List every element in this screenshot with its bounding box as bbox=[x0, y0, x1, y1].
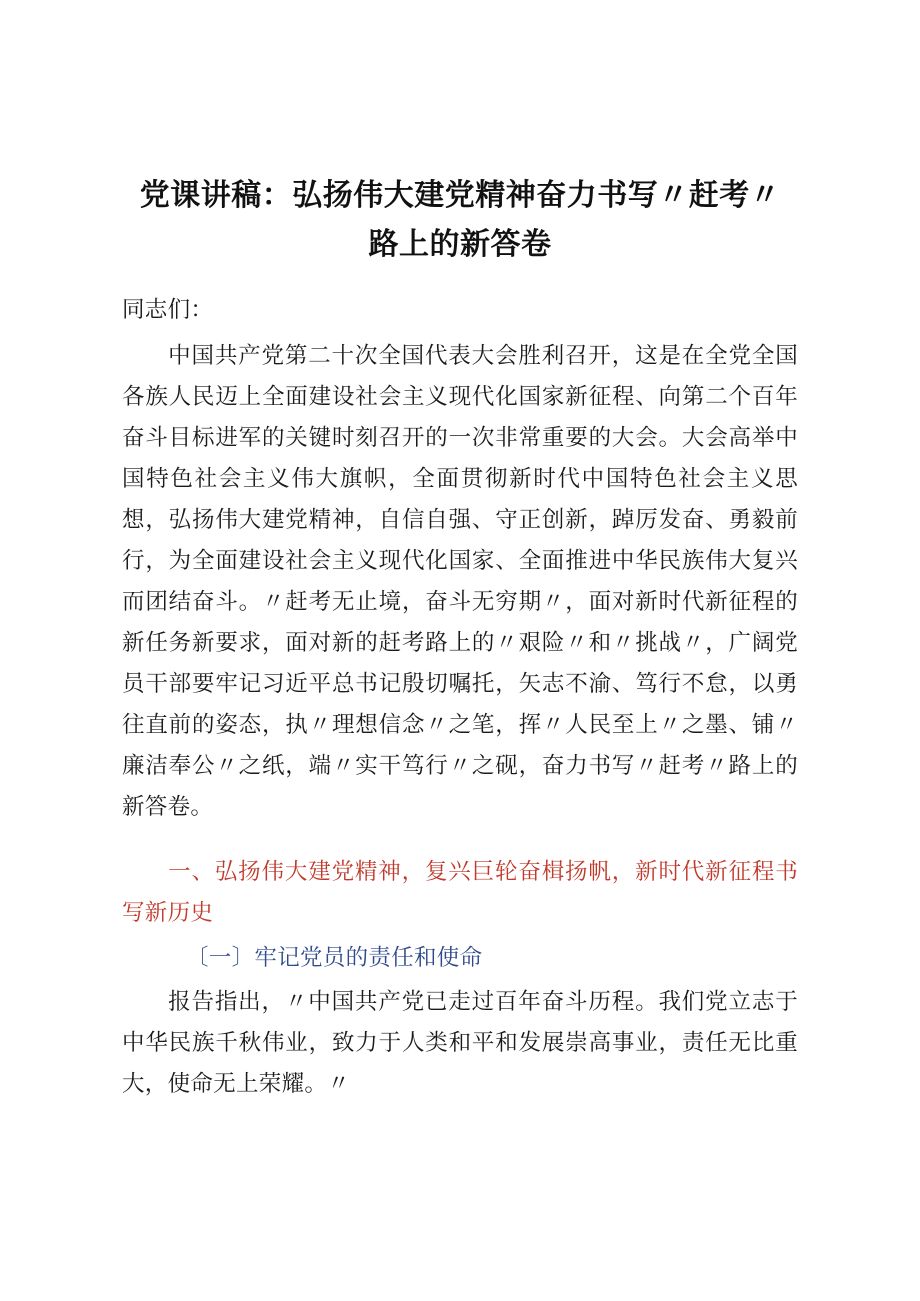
subsection-heading-1: 〔一〕牢记党员的责任和使命 bbox=[186, 945, 483, 971]
greeting: 同志们： bbox=[122, 297, 214, 323]
paragraph-report: 报告指出，〃中国共产党已走过百年奋斗历程。我们党立志于中华民族千秋伟业，致力于人类和平和发展崇高事业，责任无比重大，使命无上荣耀。〃 bbox=[122, 989, 798, 1097]
document-title-line1: 党课讲稿：弘扬伟大建党精神奋力书写〃赶考〃 bbox=[139, 178, 781, 213]
document-title-line2: 路上的新答卷 bbox=[368, 227, 552, 262]
section-heading-1: 一、弘扬伟大建党精神，复兴巨轮奋楫扬帆，新时代新征程书写新历史 bbox=[122, 859, 798, 926]
paragraph-intro: 中国共产党第二十次全国代表大会胜利召开，这是在全党全国各族人民迈上全面建设社会主义现代化国家新征程、向第二个百年奋斗目标进军的关键时刻召开的一次非常重要的大会。大会高举中国特色社会主义伟大旗帜，全面贯彻新时代中国特色社会主义思想，弘扬伟大建党精神，自信自强、守正创新，踔厉发奋、勇毅前行，为全面建设社会主义现代化国家、全面推进中华民族伟大复兴而团结奋斗。〃赶考无止境，奋斗无穷期〃，面对新时代新征程的新任务新要求，面对新的赶考路上的〃艰险〃和〃挑战〃，广阔党员干部要牢记习近平总书记殷切嘱托，矢志不渝、笃行不怠，以勇往直前的姿态，执〃理想信念〃之笔，挥〃人民至上〃之墨、铺〃廉洁奉公〃之纸，端〃实干笃行〃之砚，奋力书写〃赶考〃路上的新答卷。 bbox=[122, 343, 798, 820]
